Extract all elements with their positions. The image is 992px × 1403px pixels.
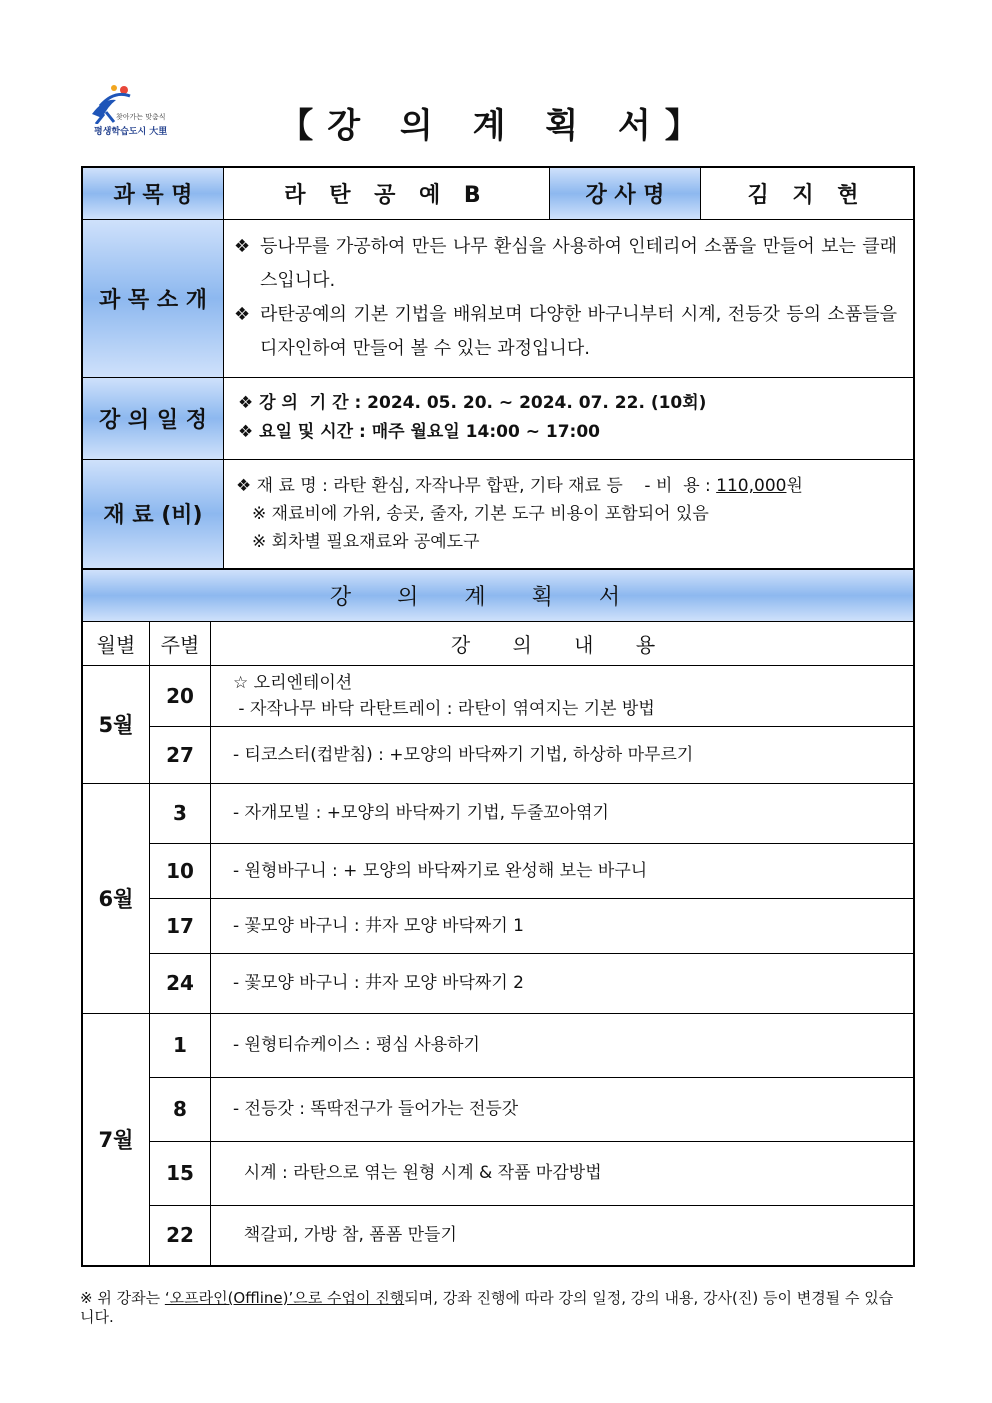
intro-label: 과 목 소 개 [82,219,224,377]
week-cell: 10 [150,843,211,898]
content-cell: - 티코스터(컵받침) : +모양의 바닥짜기 기법, 하상하 마무르기 [211,726,915,783]
col-content-header: 강 의 내 용 [211,621,915,665]
material-row [82,459,914,569]
logo-tagline: 찾아가는 맞춤식 [116,113,166,121]
instructor-value: 김 지 현 [701,167,915,219]
logo-city-name: 평생학습도시 大里 [94,127,168,137]
instructor-label: 강 사 명 [550,167,701,219]
content-cell: ☆ 오리엔테이션 - 자작나무 바닥 라탄트레이 : 라탄이 엮여지는 기본 방법 [211,665,915,726]
diamond-bullet-icon: ❖ [234,236,251,257]
schedule-time: ❖ 요일 및 시간 : 매주 월요일 14:00 ~ 17:00 [238,422,600,442]
material-content [224,459,915,569]
month-cell: 7월 [82,1013,150,1266]
table-row [82,1077,914,1141]
intro-item: ❖ 등나무를 가공하여 만든 나무 환심을 사용하여 인테리어 소품을 만들어 보는 클래스입니다. [234,230,897,298]
diamond-bullet-icon: ❖ [234,304,251,325]
content-cell: - 전등갓 : 똑딱전구가 들어가는 전등갓 [211,1077,915,1141]
table-row [82,1205,914,1266]
plan-band-title: 강의계획서 [82,569,914,621]
schedule-content [224,377,915,459]
material-note: ※ 재료비에 가위, 송곳, 줄자, 기본 도구 비용이 포함되어 있음 [252,503,709,524]
week-cell: 20 [150,665,211,726]
content-cell: - 꽃모양 바구니 : 井자 모양 바닥짜기 2 [211,953,915,1013]
material-note: ※ 회차별 필요재료와 공예도구 [252,531,480,552]
schedule-period: ❖ 강 의 기 간 : 2024. 05. 20. ~ 2024. 07. 22. (10회) [238,393,707,413]
week-cell: 8 [150,1077,211,1141]
month-cell: 6월 [82,783,150,1013]
schedule-row [82,377,914,459]
subject-row [82,167,914,219]
table-row [82,665,914,726]
table-row [82,1013,914,1077]
col-month-header: 월별 [82,621,150,665]
week-cell: 24 [150,953,211,1013]
intro-item: ❖ 라탄공예의 기본 기법을 배워보며 다양한 바구니부터 시계, 전등갓 등의 소품들을 디자인하여 만들어 볼 수 있는 과정입니다. [234,298,897,366]
week-cell: 15 [150,1141,211,1205]
content-cell: - 원형바구니 : + 모양의 바닥짜기로 완성해 보는 바구니 [211,843,915,898]
material-line: ❖ 재 료 명 : 라탄 환심, 자작나무 합판, 기타 재료 등 - 비 용 : 110,000원 [236,475,803,496]
intro-row [82,219,914,377]
course-info-table [81,166,915,570]
table-row [82,898,914,953]
week-cell: 1 [150,1013,211,1077]
month-cell: 5월 [82,665,150,783]
table-row [82,1141,914,1205]
footer-note: ※ 위 강좌는 ‘오프라인(Offline)’으로 수업이 진행되며, 강좌 진행에 따라 강의 일정, 강의 내용, 강사(진) 등이 변경될 수 있습니다. [80,1289,894,1326]
table-row [82,843,914,898]
lecture-plan-table [81,568,915,1267]
plan-band-row [82,569,914,621]
material-cost: 110,000 [716,475,787,496]
page-title: 【강 의 계 획 서】 [279,106,713,146]
subject-value: 라 탄 공 예 B [224,167,550,219]
material-label: 재 료 (비) [82,459,224,569]
content-cell: - 원형티슈케이스 : 평심 사용하기 [211,1013,915,1077]
table-row [82,726,914,783]
content-cell: - 자개모빌 : +모양의 바닥짜기 기법, 두줄꼬아엮기 [211,783,915,843]
week-cell: 3 [150,783,211,843]
col-week-header: 주별 [150,621,211,665]
week-cell: 22 [150,1205,211,1266]
plan-header-row [82,621,914,665]
schedule-label: 강 의 일 정 [82,377,224,459]
content-cell: 책갈피, 가방 참, 폼폼 만들기 [211,1205,915,1266]
week-cell: 27 [150,726,211,783]
footer-offline-note: ‘오프라인(Offline)’으로 수업이 진행 [164,1289,405,1307]
table-row [82,953,914,1013]
table-row [82,783,914,843]
subject-label: 과 목 명 [82,167,224,219]
intro-content [224,219,915,377]
content-cell: - 꽃모양 바구니 : 井자 모양 바닥짜기 1 [211,898,915,953]
content-cell: 시계 : 라탄으로 엮는 원형 시계 & 작품 마감방법 [211,1141,915,1205]
week-cell: 17 [150,898,211,953]
